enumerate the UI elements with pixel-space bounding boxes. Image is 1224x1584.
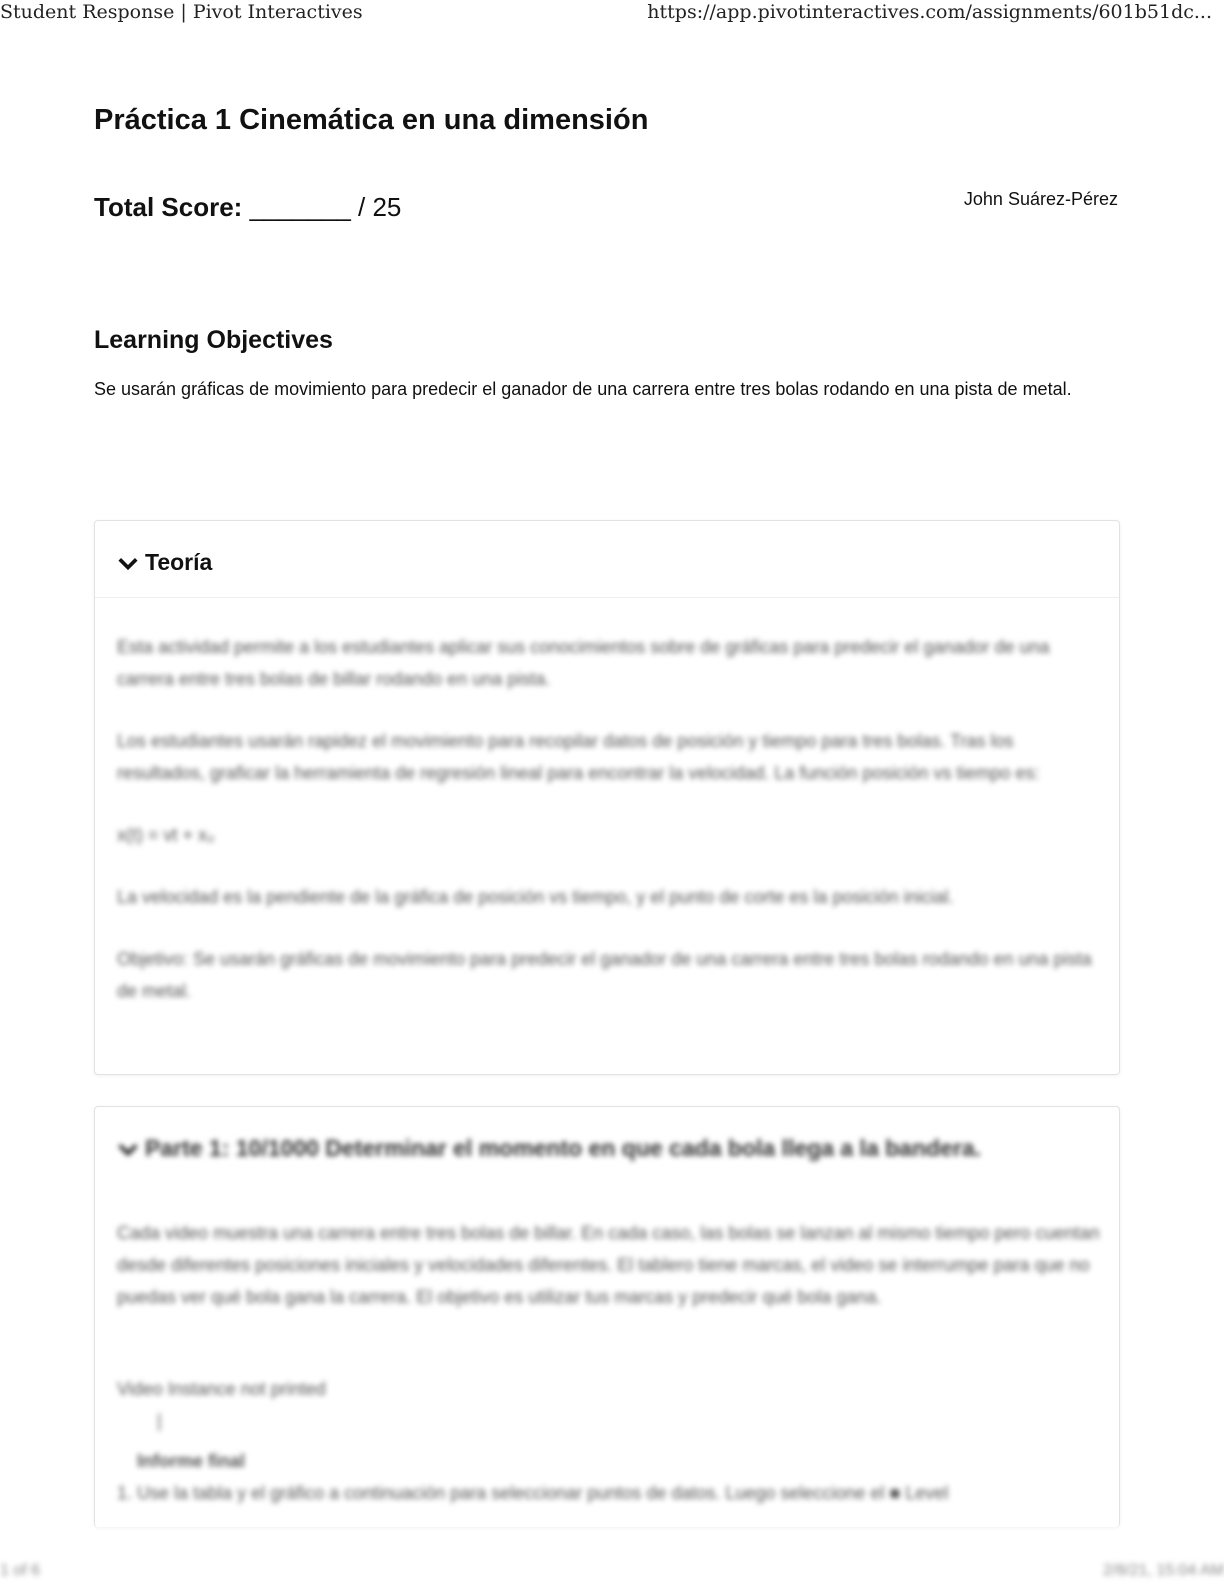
- chevron-down-icon: [117, 552, 139, 574]
- section-body: [117, 631, 1101, 1037]
- score-value: _______ / 25: [249, 192, 402, 222]
- student-name: John Suárez-Pérez: [963, 189, 1118, 209]
- score-label: Total Score:: [94, 192, 243, 222]
- paragraph: Cada video muestra una carrera entre tres bolas de billar. En cada caso, las bolas se lanzan al mismo tiempo pero cuentan desde diferentes posiciones iniciales y velocidades diferentes. El tablero tiene marcas, el video se interrumpe para que no puedas ver qué bola gana la carrera. El objetivo es utilizar tus marcas y predecir qué bola gana.: [117, 1223, 1100, 1307]
- section-title: Teoría: [145, 549, 213, 575]
- chevron-down-icon: [117, 1138, 139, 1160]
- total-score: [94, 192, 401, 223]
- section-toggle-parte-1[interactable]: [117, 1135, 981, 1162]
- video-note: Video Instance not printed: [117, 1379, 326, 1399]
- divider: [95, 597, 1119, 598]
- equation: x(t) = vt + x₀: [117, 825, 215, 845]
- paragraph: Esta actividad permite a los estudiantes aplicar sus conocimientos sobre de gráficas para predecir el ganador de una carrera entre tres bolas de billar rodando en una pista.: [117, 637, 1050, 689]
- footer-page-number: 1 of 6: [0, 1562, 41, 1579]
- question-1: 1. Use la tabla y el gráfico a continuación para seleccionar puntos de datos. Luego seleccione el ■ Level: [117, 1483, 949, 1503]
- subheading: Informe final: [137, 1451, 246, 1471]
- learning-objectives-text: Se usarán gráficas de movimiento para predecir el ganador de una carrera entre tres bolas rodando en una pista de metal.: [94, 379, 1072, 399]
- section-parte-1: [94, 1106, 1120, 1527]
- learning-objectives-heading: Learning Objectives: [94, 326, 333, 354]
- video-placeholder: [117, 1373, 1101, 1509]
- video-mark: |: [157, 1411, 162, 1431]
- section-teoria: [94, 520, 1120, 1075]
- paragraph: Los estudiantes usarán rapidez el movimiento para recopilar datos de posición y tiempo para tres bolas. Tras los resultados, graficar la herramienta de regresión lineal para encontrar la velocidad. La función posición vs tiempo es:: [117, 731, 1040, 783]
- page-title: Práctica 1 Cinemática en una dimensión: [94, 104, 649, 136]
- section-body: [117, 1217, 1101, 1343]
- paragraph: La velocidad es la pendiente de la gráfica de posición vs tiempo, y el punto de corte es la posición inicial.: [117, 887, 954, 907]
- section-title: Parte 1: 10/1000 Determinar el momento en que cada bola llega a la bandera.: [145, 1135, 981, 1161]
- print-header: [0, 0, 1224, 26]
- section-toggle-teoria[interactable]: [117, 549, 212, 576]
- footer-timestamp: 2/8/21, 15:04 AM: [1103, 1562, 1224, 1579]
- paragraph: Objetivo: Se usarán gráficas de movimiento para predecir el ganador de una carrera entre tres bolas rodando en una pista de metal.: [117, 949, 1092, 1001]
- print-page-title: Student Response | Pivot Interactives: [0, 1, 363, 23]
- print-url: https://app.pivotinteractives.com/assignments/601b51dc...: [647, 1, 1212, 23]
